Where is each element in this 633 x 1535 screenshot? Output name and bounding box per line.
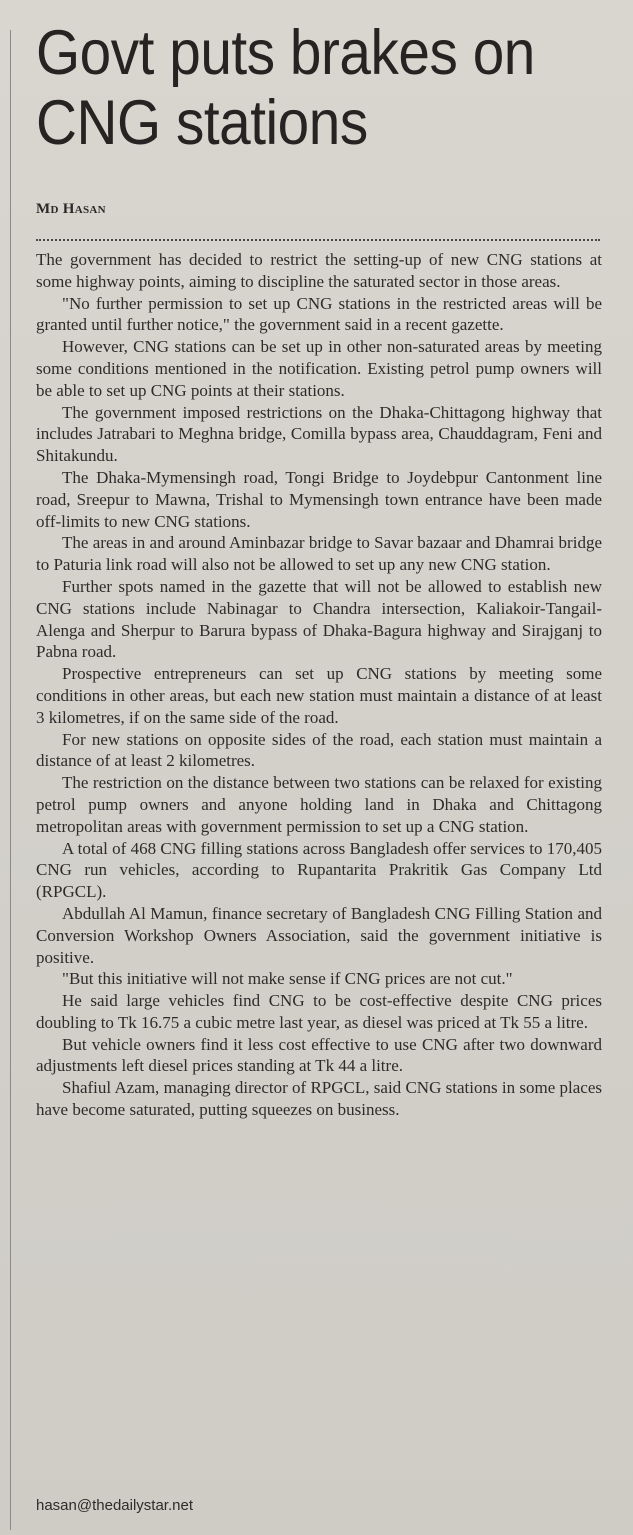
paragraph: Further spots named in the gazette that will not be allowed to establish new CNG stations include Nabinagar to Chandra intersection, Kaliakoir-Tangail-Alenga and Sherpur to Barura bypass of Dhaka-Bagura highway and Sirajganj to Pabna road. — [36, 576, 602, 662]
paragraph: The restriction on the distance between two stations can be relaxed for existing petrol pump owners and anyone holding land in Dhaka and Chittagong metropolitan areas with government permission to set up a CNG station. — [36, 773, 602, 836]
paragraph: He said large vehicles find CNG to be cost-effective despite CNG prices doubling to Tk 16.75 a cubic metre last year, as diesel was priced at Tk 55 a litre. — [36, 991, 602, 1032]
paragraph: The government has decided to restrict the setting-up of new CNG stations at some highway points, aiming to discipline the saturated sector in those areas. — [36, 250, 602, 291]
paragraph: The government imposed restrictions on the Dhaka-Chittagong highway that includes Jatrabari to Meghna bridge, Comilla bypass area, Chauddagram, Feni and Shitakundu. — [36, 402, 602, 466]
dotted-divider — [36, 239, 600, 241]
paragraph: But vehicle owners find it less cost effective to use CNG after two downward adjustments left diesel prices standing at Tk 44 a litre. — [36, 1034, 602, 1076]
headline: Govt puts brakes on CNG stations — [36, 18, 535, 158]
author-email[interactable]: hasan@thedailystar.net — [36, 1497, 193, 1514]
paragraph: However, CNG stations can be set up in other non-saturated areas by meeting some conditions mentioned in the notification. Existing petrol pump owners will be able to set up CNG points at their stations. — [36, 337, 602, 400]
paragraph: A total of 468 CNG filling stations across Bangladesh offer services to 170,405 CNG run vehicles, according to Rupantarita Prakritik Gas Company Ltd (RPGCL). — [36, 838, 602, 902]
paragraph: Abdullah Al Mamun, finance secretary of Bangladesh CNG Filling Station and Conversion Workshop Owners Association, said the government initiative is positive. — [36, 903, 602, 967]
article-body — [36, 249, 602, 1121]
byline: Md Hasan — [36, 201, 106, 217]
paragraph: The areas in and around Aminbazar bridge to Savar bazaar and Dhamrai bridge to Paturia link road will also not be allowed to set up any new CNG station. — [36, 533, 602, 575]
paragraph: Shafiul Azam, managing director of RPGCL, said CNG stations in some places have become saturated, putting squeezes on business. — [36, 1078, 602, 1120]
paragraph: The Dhaka-Mymensingh road, Tongi Bridge to Joydebpur Cantonment line road, Sreepur to Mawna, Trishal to Mymensingh town entrance have been made off-limits to new CNG stations. — [36, 467, 602, 531]
paragraph: "No further permission to set up CNG stations in the restricted areas will be granted until further notice," the government said in a recent gazette. — [36, 293, 602, 335]
paragraph: Prospective entrepreneurs can set up CNG stations by meeting some conditions in other areas, but each new station must maintain a distance of at least 3 kilometres, if on the same side of the road. — [36, 664, 602, 727]
paragraph: For new stations on opposite sides of the road, each station must maintain a distance of at least 2 kilometres. — [36, 729, 602, 771]
paragraph: "But this initiative will not make sense if CNG prices are not cut." — [62, 969, 513, 989]
column-rule — [10, 30, 11, 1530]
